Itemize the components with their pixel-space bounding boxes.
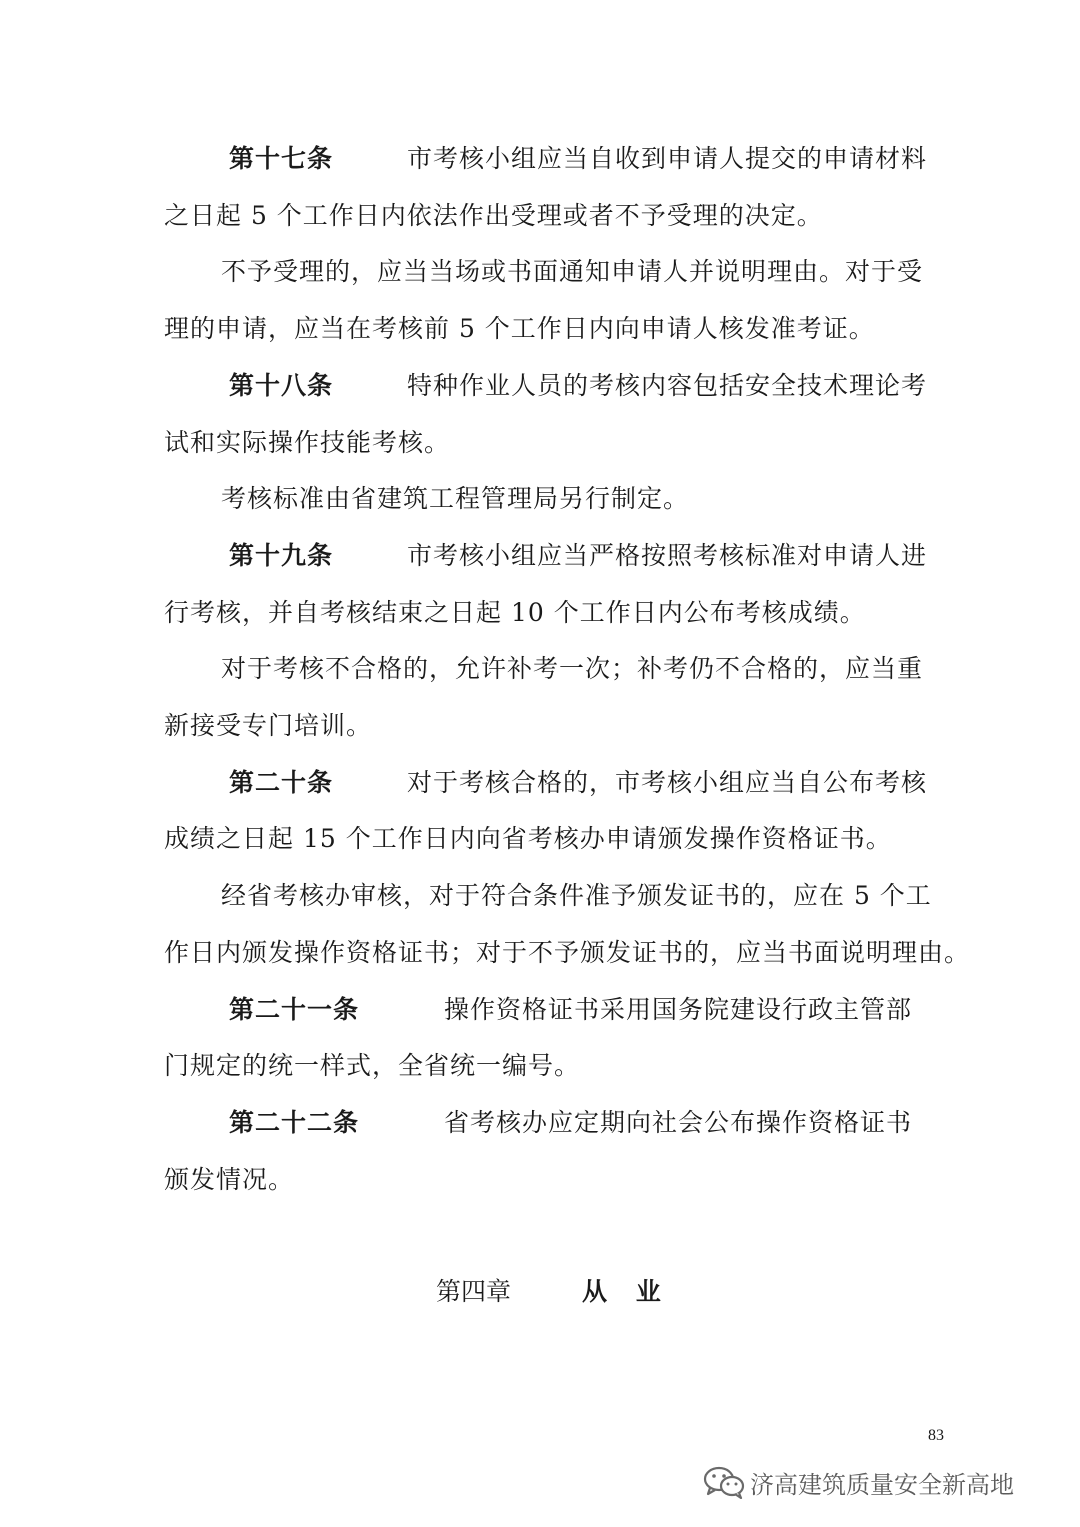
paragraph-line [221,652,923,686]
line-text: 成绩之日起 15 个工作日内向省考核办申请颁发操作资格证书。 [164,824,892,853]
line-text: 试和实际操作技能考核。 [164,428,451,457]
article-number: 第十七条 [229,144,334,173]
paragraph-line [164,1049,580,1083]
paragraph-line [164,426,450,460]
watermark [702,1462,1014,1502]
line-text: 对于考核不合格的，允许补考一次；补考仍不合格的，应当重 [221,654,924,683]
paragraph-line [164,709,372,743]
paragraph-line [164,1163,294,1197]
paragraph-line [164,199,823,233]
chapter-label: 第四章 [436,1277,512,1306]
article-number: 第二十条 [229,768,334,797]
paragraph-line [164,596,866,630]
article-line [229,539,928,573]
line-text: 之日起 5 个工作日内依法作出受理或者不予受理的决定。 [164,201,823,230]
article-text: 市考核小组应当严格按照考核标准对申请人进 [407,541,928,570]
article-text: 省考核办应定期向社会公布操作资格证书 [444,1108,913,1137]
line-text: 理的申请，应当在考核前 5 个工作日内向申请人核发准考证。 [164,314,875,343]
paragraph-line [221,255,923,289]
chapter-title: 从 业 [582,1277,671,1306]
article-line [229,369,928,403]
article-number: 第二十二条 [229,1108,360,1137]
line-text: 不予受理的，应当当场或书面通知申请人并说明理由。对于受 [221,257,924,286]
watermark-text: 济高建筑质量安全新高地 [750,1470,1014,1499]
wechat-icon [702,1465,746,1499]
line-text: 颁发情况。 [164,1165,295,1194]
article-line [229,993,913,1027]
paragraph-line [164,312,875,346]
line-text: 考核标准由省建筑工程管理局另行制定。 [221,484,690,513]
article-line [229,1106,913,1140]
article-text: 市考核小组应当自收到申请人提交的申请材料 [407,144,928,173]
article-text: 对于考核合格的，市考核小组应当自公布考核 [407,768,928,797]
paragraph-line [164,822,892,856]
page-number: 83 [928,1427,944,1444]
line-text: 门规定的统一样式，全省统一编号。 [164,1051,581,1080]
line-text: 新接受专门培训。 [164,711,373,740]
chapter-heading [436,1275,671,1309]
article-line [229,766,928,800]
article-number: 第十九条 [229,541,334,570]
article-number: 第十八条 [229,371,334,400]
article-number: 第二十一条 [229,995,360,1024]
article-line [229,142,928,176]
line-text: 行考核，并自考核结束之日起 10 个工作日内公布考核成绩。 [164,598,866,627]
paragraph-line [221,879,932,913]
paragraph-line [164,936,970,970]
paragraph-line [221,482,689,516]
article-text: 操作资格证书采用国务院建设行政主管部 [444,995,913,1024]
article-text: 特种作业人员的考核内容包括安全技术理论考 [407,371,928,400]
line-text: 经省考核办审核，对于符合条件准予颁发证书的，应在 5 个工 [221,881,932,910]
line-text: 作日内颁发操作资格证书；对于不予颁发证书的，应当书面说明理由。 [164,938,971,967]
